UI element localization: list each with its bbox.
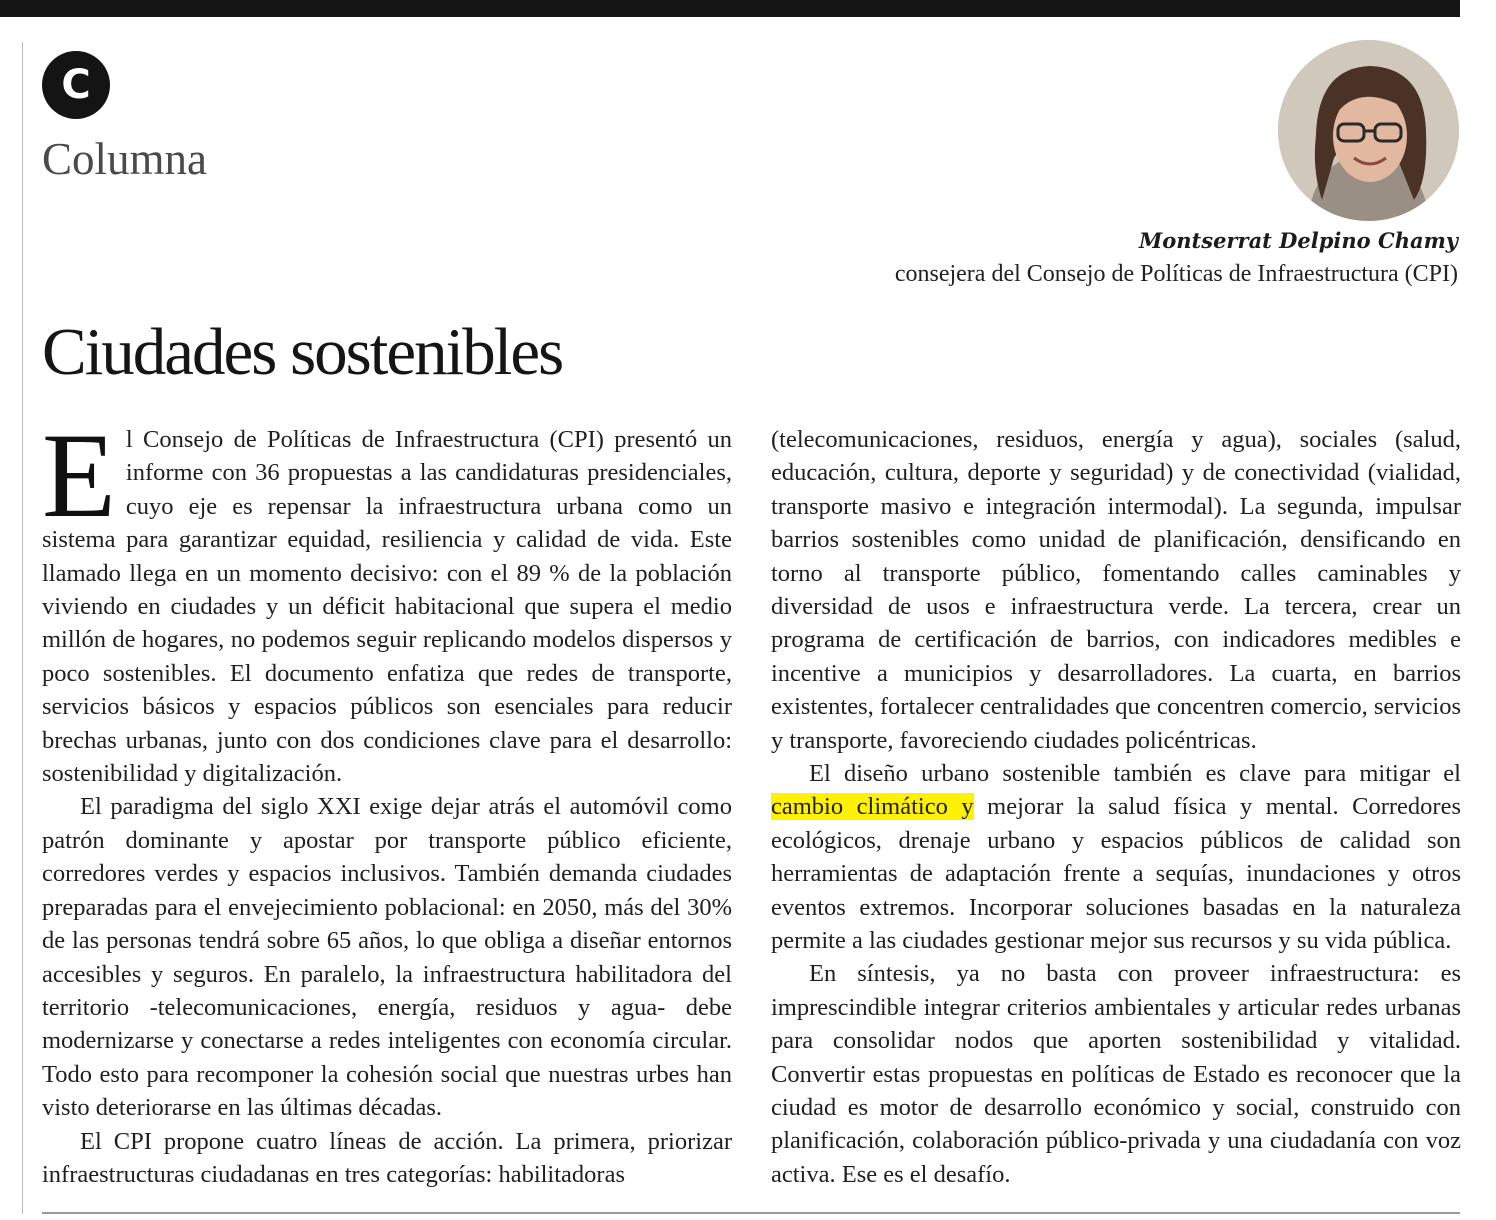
top-rule: [0, 0, 1460, 17]
author-photo: [1278, 40, 1459, 221]
paragraph-2: El paradigma del siglo XXI exige dejar atrás el automóvil como patrón dominante y apostar por transporte público eficiente, corredores verdes y espacios inclusivos. También demanda ciudades preparadas para el envejecimiento poblacional: en 2050, más del 30% de las personas tendrá sobre 65 años, lo que obliga a diseñar entornos accesibles y seguros. En paralelo, la infraestructura habilitadora del territorio -telecomunicaciones, energía, residuos y agua- debe modernizarse y conectarse a redes inteligentes con economía circular. Todo esto para recomponer la cohesión social que nuestras urbes han visto deteriorarse en las últimas décadas.: [42, 793, 732, 1122]
paragraph-1-text: l Consejo de Políticas de Infraestructura (CPI) presentó un informe con 36 propuestas a las candidaturas presidenciales, cuyo eje es repensar la infraestructura urbana como un sistema para garantizar equidad, resiliencia y calidad de vida. Este llamado llega en un momento decisivo: con el 89 % de la población viviendo en ciudades y un déficit habitacional que supera el medio millón de hogares, no podemos seguir replicando modelos dispersos y poco sostenibles. El documento enfatiza que redes de transporte, servicios básicos y espacios públicos son esenciales para reducir brechas urbanas, junto con dos condiciones clave para el desarrollo: sostenibilidad y digitalización.: [42, 426, 732, 788]
paragraph-3: El CPI propone cuatro líneas de acción. La primera, priorizar infraestructuras ciudadanas en tres categorías: habilitadoras: [42, 1127, 732, 1188]
article-column-left: [42, 409, 732, 1191]
drop-cap: E: [42, 409, 116, 543]
left-rule: [22, 42, 23, 1214]
article-column-right-content: [771, 757, 1461, 1191]
author-name: Montserrat Delpino Chamy: [1139, 228, 1458, 253]
author-portrait-icon: [1278, 40, 1459, 221]
highlighted-phrase: cambio climático y: [771, 793, 974, 821]
author-role: consejera del Consejo de Políticas de Infraestructura (CPI): [894, 261, 1458, 287]
paragraph-4-start: El diseño urbano sostenible también es clave para mitigar el: [809, 760, 1461, 787]
paragraph-4: [771, 757, 1461, 957]
bottom-rule: [42, 1212, 1460, 1214]
section-label: Columna: [42, 134, 207, 184]
headline: Ciudades sostenibles: [42, 315, 563, 389]
paragraph-3-continued: (telecomunicaciones, residuos, energía y agua), sociales (salud, educación, cultura, deporte y seguridad) y de conectividad (vialidad, transporte masivo e integración intermodal). La segunda, impulsar barrios sostenibles como unidad de planificación, densificando en torno al transporte público, fomentando calles caminables y diversidad de usos e infraestructura verde. La tercera, crear un programa de certificación de barrios, con indicadores medibles e incentive a municipios y desarrolladores. La cuarta, en barrios existentes, fortalecer centralidades que concentren comercio, servicios y transporte, favoreciendo ciudades policéntricas.: [771, 426, 1461, 754]
paragraph-5: En síntesis, ya no basta con proveer infraestructura: es imprescindible integrar criterios ambientales y articular redes urbanas para consolidar nodos que aporten sostenibilidad y vitalidad. Convertir estas propuestas en políticas de Estado es reconocer que la ciudad es motor de desarrollo económico y social, construido con planificación, colaboración público-privada y una ciudadanía con voz activa. Ese es el desafío.: [771, 960, 1461, 1188]
paragraph-1: [42, 409, 732, 790]
column-badge-icon: C: [42, 51, 110, 119]
paragraph-4-end: mejorar la salud física y mental. Corredores ecológicos, drenaje urbano y espacios públicos de calidad son herramientas de adaptación frente a sequías, inundaciones y otros eventos extremos. Incorporar soluciones basadas en la naturaleza permite a las ciudades gestionar mejor sus recursos y su vida pública.: [771, 793, 1461, 955]
